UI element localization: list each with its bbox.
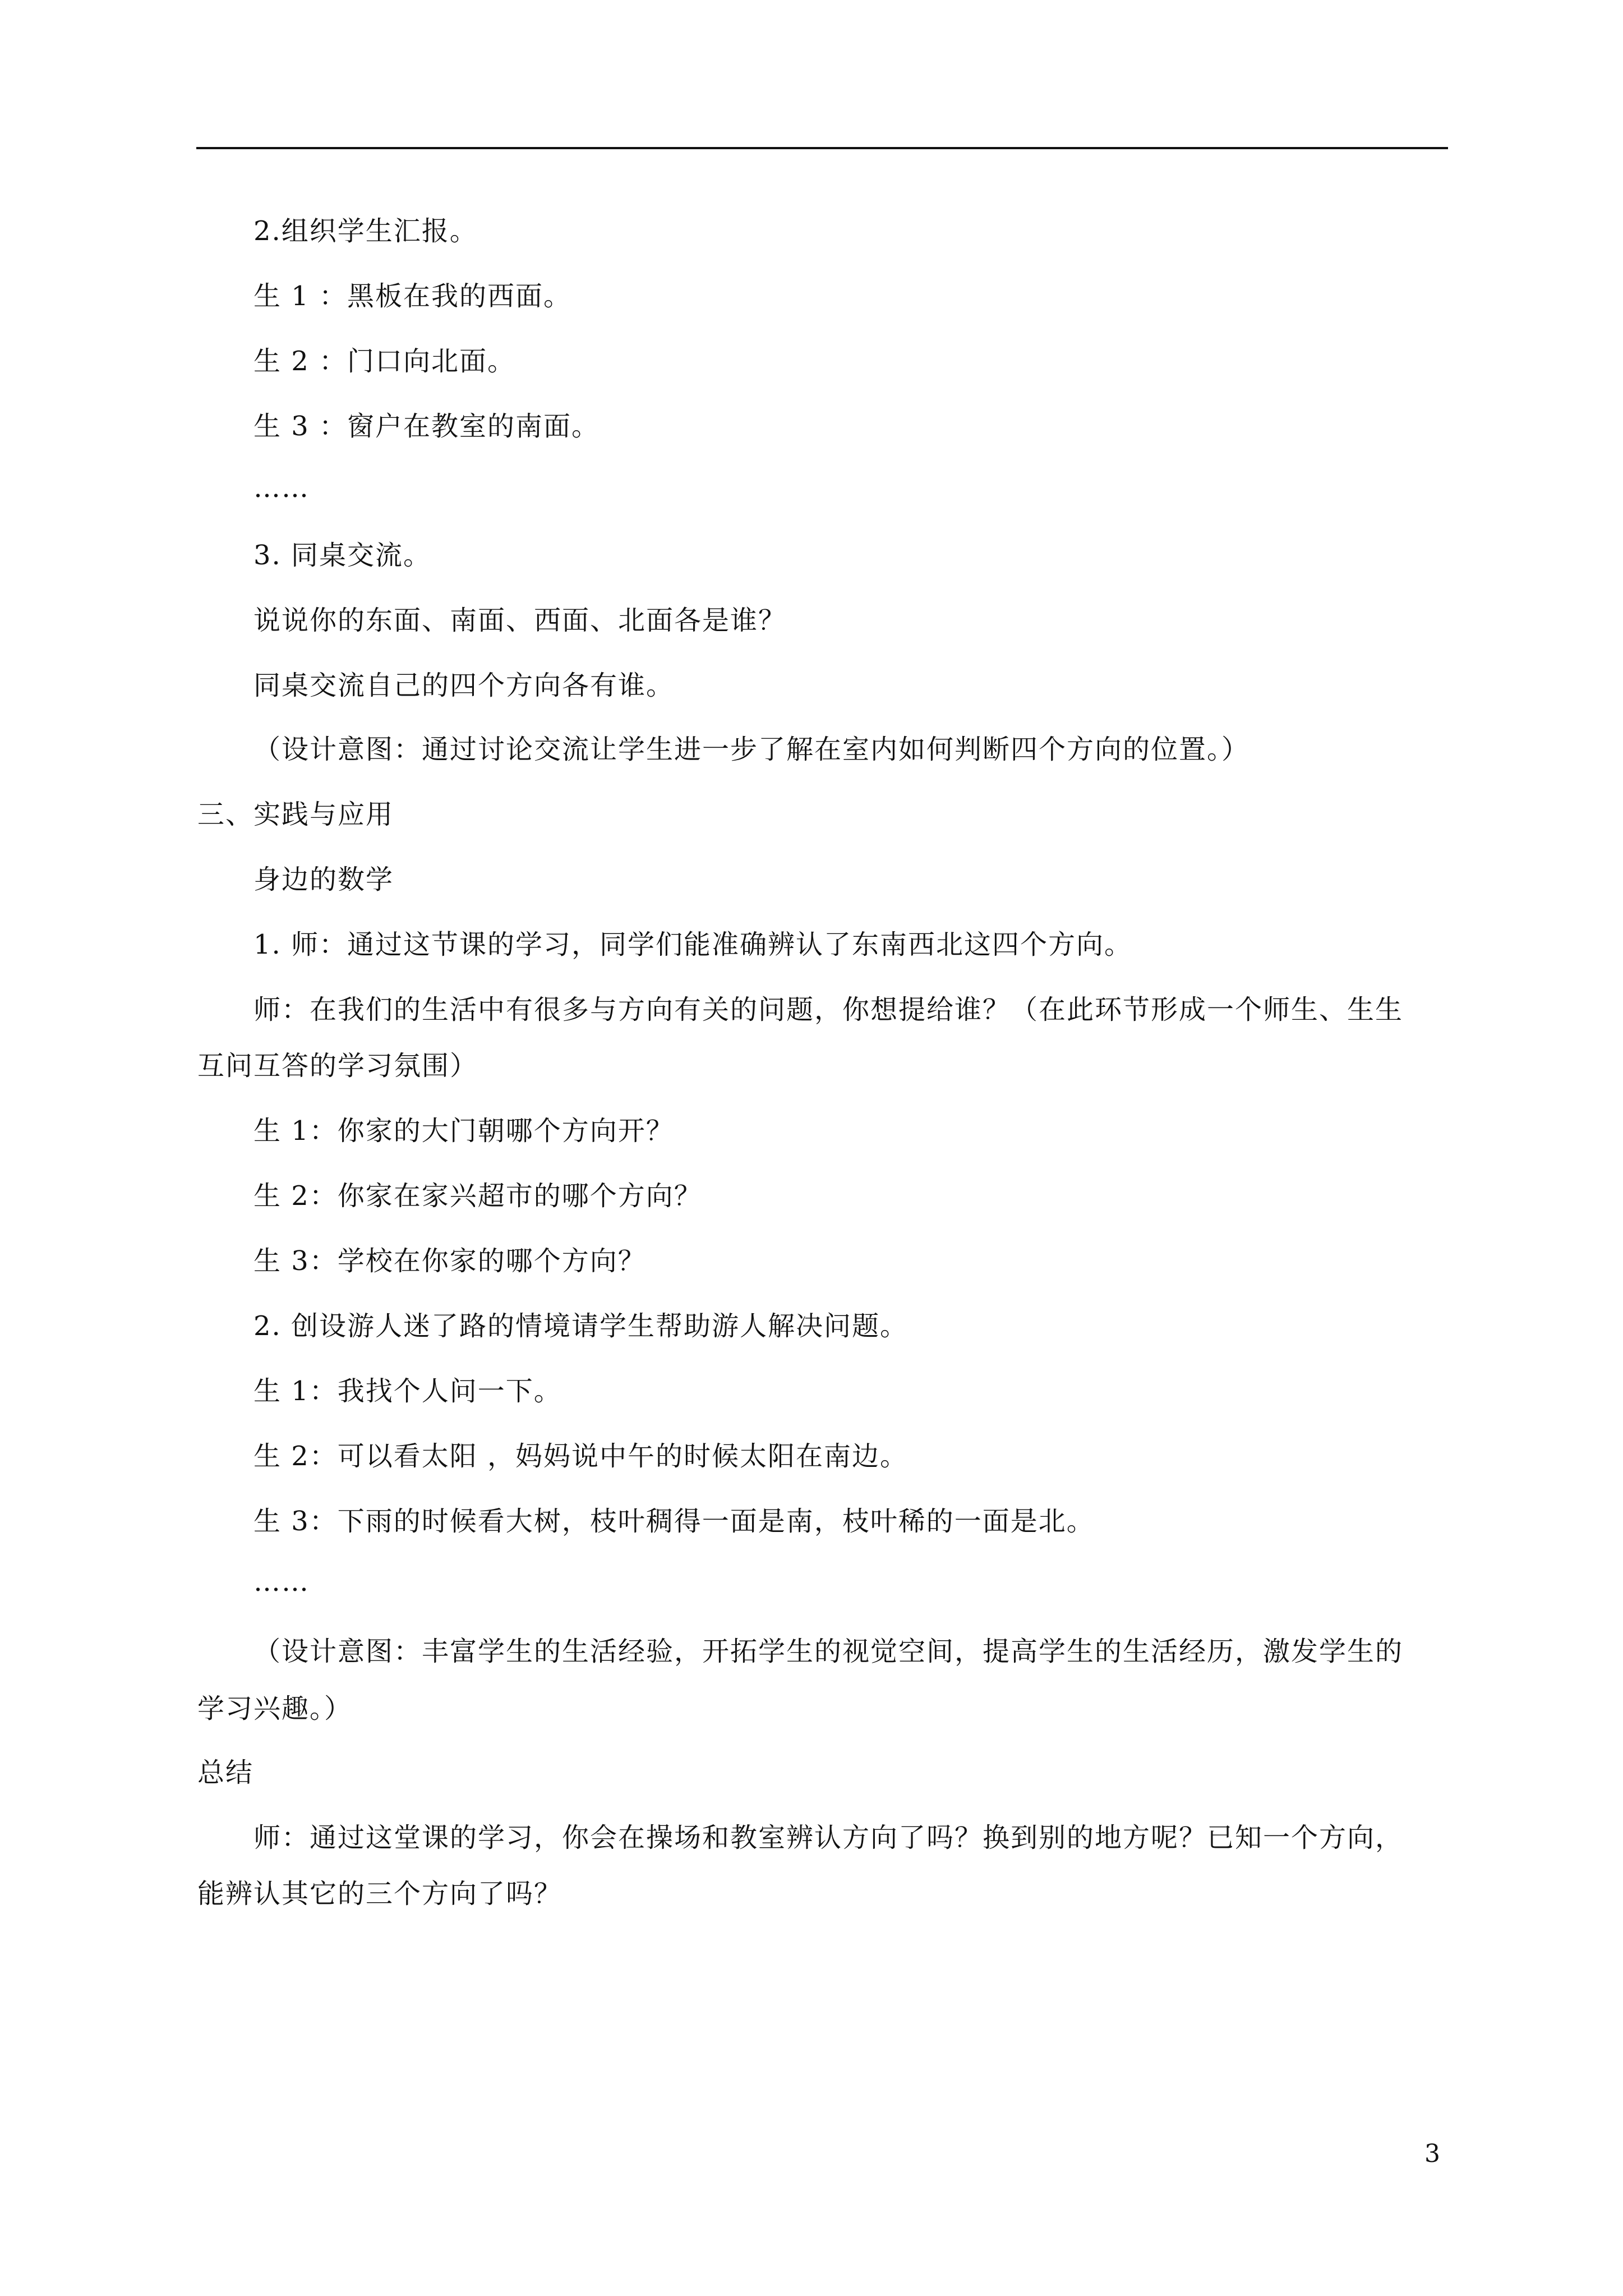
text-line: 能辨认其它的三个方向了吗？ [197, 1878, 562, 1910]
text-line: …… [253, 472, 310, 504]
text-line: 同桌交流自己的四个方向各有谁。 [253, 670, 675, 701]
text-line: 生 1：你家的大门朝哪个方向开？ [253, 1115, 674, 1147]
text-line: 师：在我们的生活中有很多与方向有关的问题，你想提给谁？（在此环节形成一个师生、生生 [253, 994, 1404, 1025]
text-line: 学习兴趣。） [197, 1693, 353, 1724]
text-line: （设计意图：丰富学生的生活经验，开拓学生的视觉空间，提高学生的生活经历，激发学生的 [253, 1636, 1404, 1667]
text-line: 生 1 ：黑板在我的西面。 [253, 280, 572, 312]
text-line: （设计意图：通过讨论交流让学生进一步了解在室内如何判断四个方向的位置。） [253, 734, 1250, 765]
text-line: 生 3：学校在你家的哪个方向？ [253, 1245, 646, 1277]
text-line: 3. 同桌交流。 [253, 540, 432, 571]
header-rule [196, 147, 1448, 149]
section-heading: 总结 [197, 1757, 254, 1788]
text-line: 身边的数学 [253, 864, 394, 895]
text-line: 互问互答的学习氛围） [197, 1050, 478, 1082]
text-line: …… [253, 1566, 310, 1598]
text-line: 生 2 ：门口向北面。 [253, 346, 516, 377]
text-line: 师：通过这堂课的学习，你会在操场和教室辨认方向了吗？换到别的地方呢？已知一个方向， [253, 1822, 1404, 1853]
section-heading: 三、实践与应用 [197, 799, 394, 830]
text-line: 生 1：我找个人问一下。 [253, 1375, 562, 1407]
page-number: 3 [1424, 2139, 1440, 2168]
text-line: 2. 创设游人迷了路的情境请学生帮助游人解决问题。 [253, 1310, 909, 1342]
text-line: 1. 师：通过这节课的学习，同学们能准确辨认了东南西北这四个方向。 [253, 929, 1133, 960]
text-line: 说说你的东面、南面、西面、北面各是谁？ [253, 605, 787, 636]
text-line: 生 2：可以看太阳 ，妈妈说中午的时候太阳在南边。 [253, 1441, 909, 1472]
text-line: 生 3：下雨的时候看大树，枝叶稠得一面是南，枝叶稀的一面是北。 [253, 1506, 1095, 1537]
text-line: 2.组织学生汇报。 [253, 215, 478, 247]
text-line: 生 2：你家在家兴超市的哪个方向？ [253, 1180, 702, 1212]
text-line: 生 3 ：窗户在教室的南面。 [253, 411, 600, 442]
